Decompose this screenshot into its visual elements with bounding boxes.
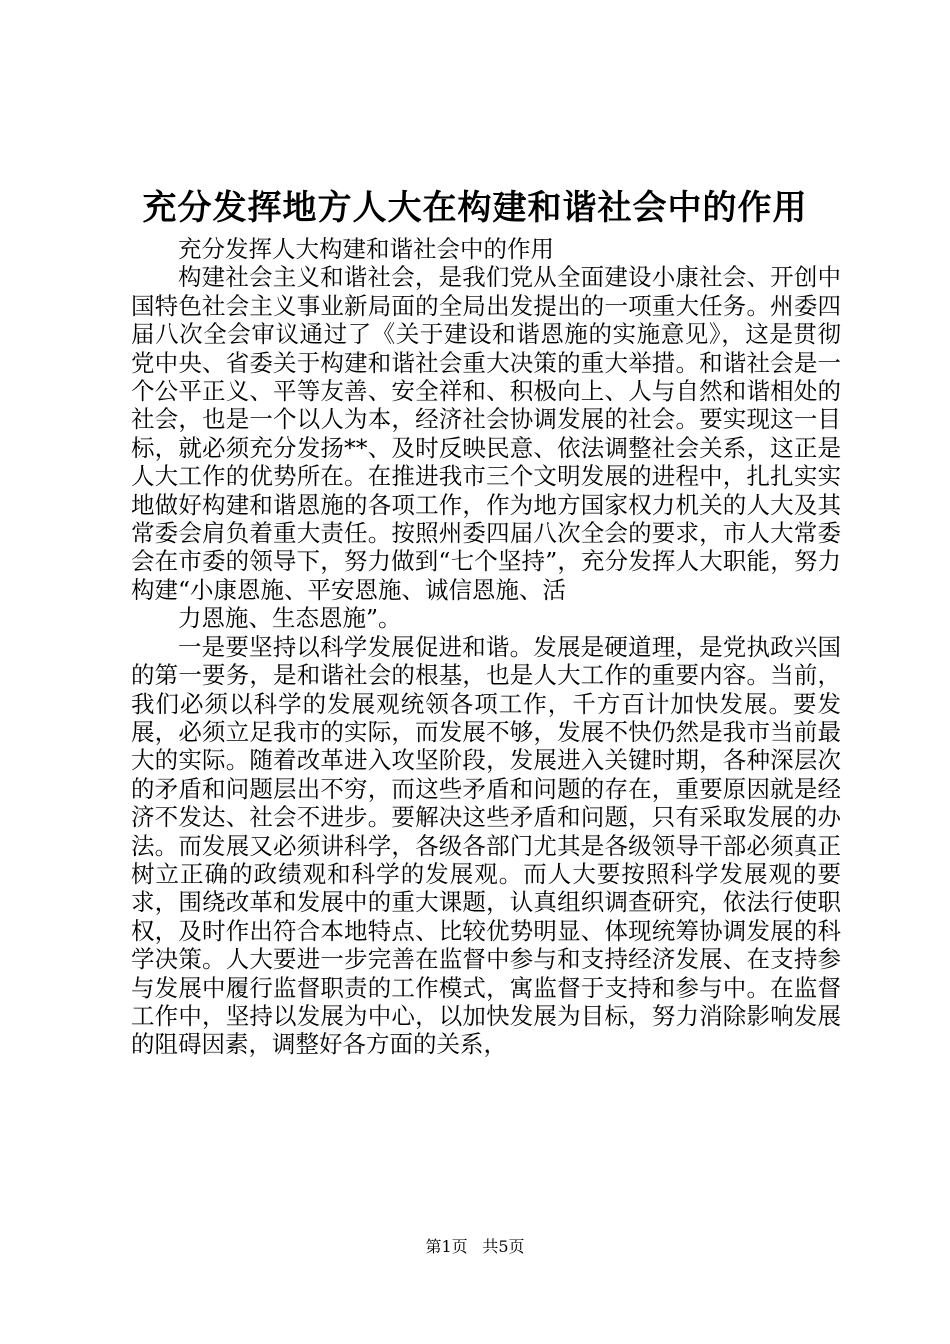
page-total: 共5页	[482, 1237, 525, 1256]
page-footer	[0, 1236, 950, 1258]
document-title: 充分发挥地方人大在构建和谐社会中的作用	[142, 188, 808, 228]
paragraph-intro-continued: 力恩施、生态恩施”。	[178, 604, 402, 633]
paragraph-point-one: 一是要坚持以科学发展促进和谐。发展是硬道理，是党执政兴国的第一要务，是和谐社会的根基，也是人大工作的重要内容。当前，我们必须以科学的发展观统领各项工作，千方百计加快发展。要发展，必须立足我市的实际，而发展不够，发展不快仍然是我市当前最大的实际。随着改革进入攻坚阶段，发展进入关键时期，各种深层次的矛盾和问题层出不穷，而这些矛盾和问题的存在，重要原因就是经济不发达、社会不进步。要解决这些矛盾和问题，只有采取发展的办法。而发展又必须讲科学，各级各部门尤其是各级领导干部必须真正树立正确的政绩观和科学的发展观。而人大要按照科学发展观的要求，围绕改革和发展中的重大课题，认真组织调查研究，依法行使职权，及时作出符合本地特点、比较优势明显、体现统筹协调发展的科学决策。人大要进一步完善在监督中参与和支持经济发展、在支持参与发展中履行监督职责的工作模式，寓监督于支持和参与中。在监督工作中，坚持以发展为中心，以加快发展为目标，努力消除影响发展的阻碍因素，调整好各方面的关系，	[131, 632, 841, 1059]
paragraph-intro: 构建社会主义和谐社会，是我们党从全面建设小康社会、开创中国特色社会主义事业新局面的全局出发提出的一项重大任务。州委四届八次全会审议通过了《关于建设和谐恩施的实施意见》，这是贯彻党中央、省委关于构建和谐社会重大决策的重大举措。和谐社会是一个公平正义、平等友善、安全祥和、积极向上、人与自然和谐相处的社会，也是一个以人为本，经济社会协调发展的社会。要实现这一目标，就必须充分发扬**、及时反映民意、依法调整社会关系，这正是人大工作的优势所在。在推进我市三个文明发展的进程中，扎扎实实地做好构建和谐恩施的各项工作，作为地方国家权力机关的人大及其常委会肩负着重大责任。按照州委四届八次全会的要求，市人大常委会在市委的领导下，努力做到“七个坚持”，充分发挥人大职能，努力构建“小康恩施、平安恩施、诚信恩施、活	[131, 263, 841, 604]
document-subtitle: 充分发挥人大构建和谐社会中的作用	[178, 235, 554, 263]
page-number: 第1页	[425, 1237, 468, 1256]
document-body	[131, 235, 841, 1059]
